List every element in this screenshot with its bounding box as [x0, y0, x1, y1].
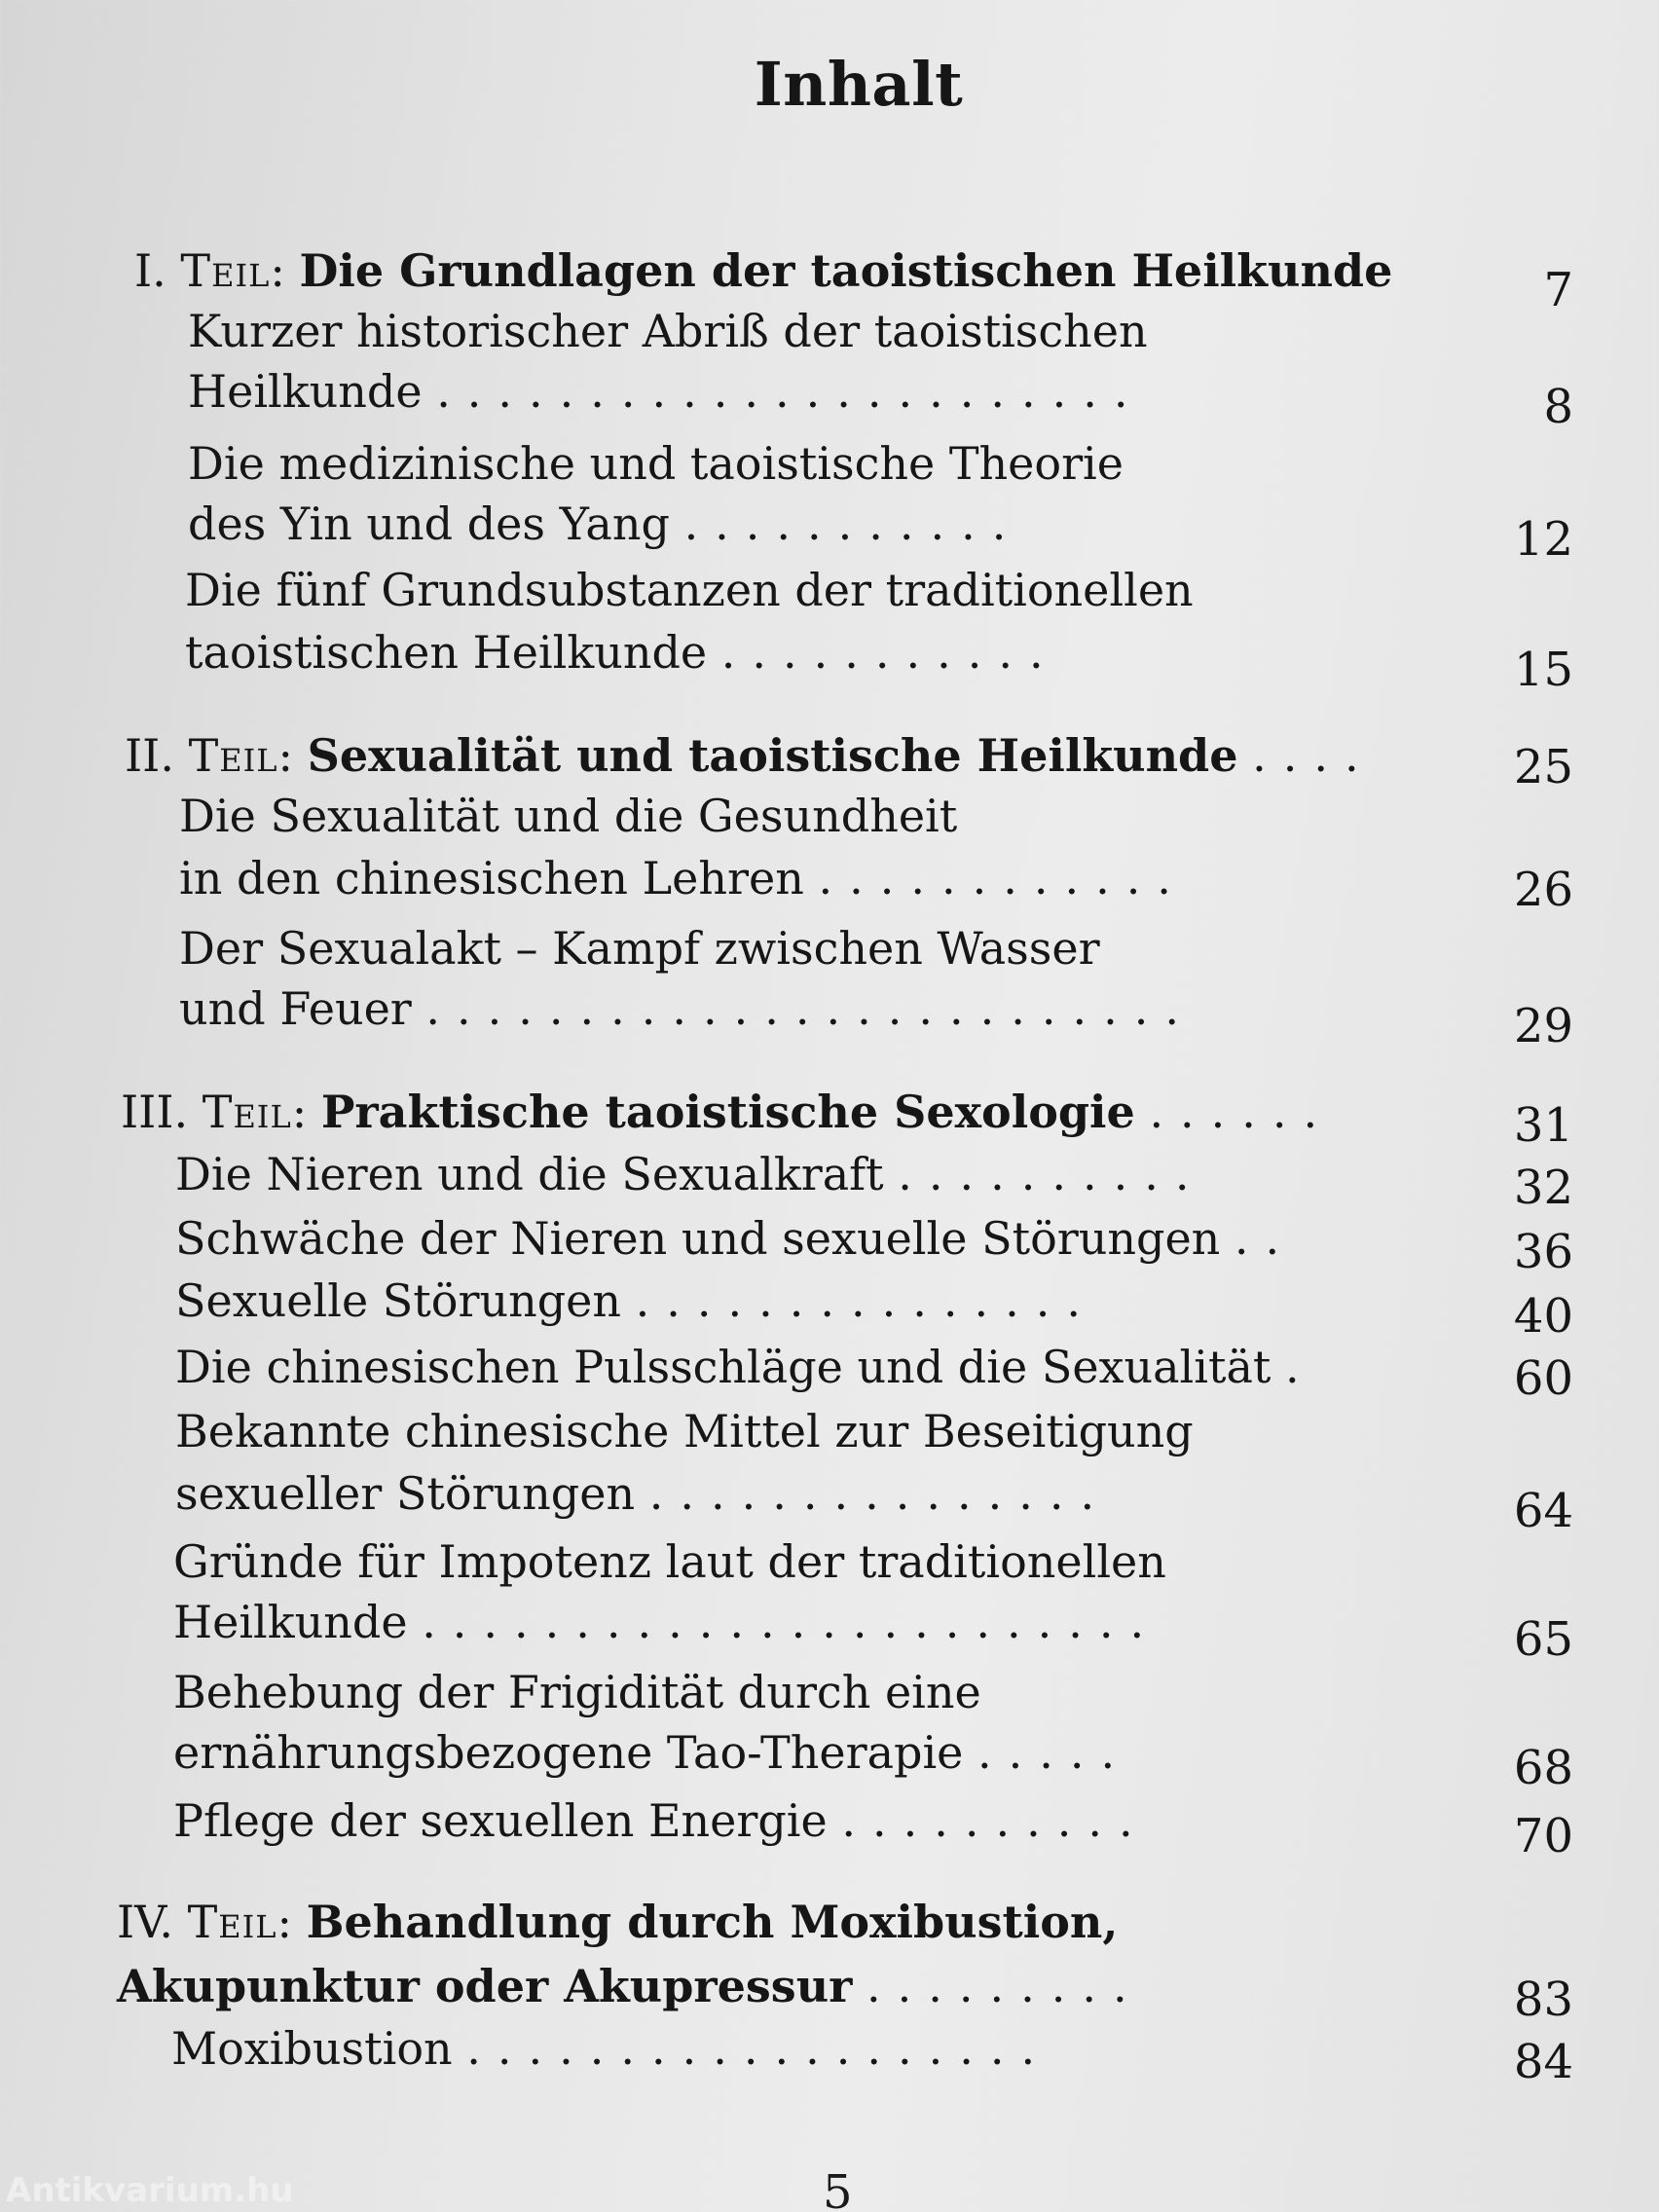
dot-leader: ............... — [648, 1467, 1112, 1520]
toc-entry-line: Schwäche der Nieren und sexuelle Störungen .. — [175, 1212, 1297, 1265]
page-number: 5 — [823, 2165, 853, 2212]
part-colon: : — [270, 244, 300, 297]
watermark: Antikvarium.hu — [6, 2171, 294, 2210]
toc-entry-line: Pflege der sexuellen Energie .......... — [173, 1794, 1150, 1847]
dot-leader: ......................... — [425, 982, 1196, 1035]
toc-page-number: 26 — [1513, 863, 1573, 917]
toc-page-number: 40 — [1513, 1289, 1573, 1344]
dot-leader: .... — [1252, 729, 1376, 782]
toc-entry-line: und Feuer ......................... — [179, 982, 1196, 1035]
dot-leader: ........................ — [422, 1596, 1161, 1648]
part-numeral: IV. — [117, 1896, 188, 1948]
part-teil-label: Teil — [180, 244, 271, 297]
toc-page-number: 60 — [1513, 1351, 1573, 1406]
part-title: Sexualität und taoistische Heilkunde — [307, 729, 1238, 782]
dot-leader: . — [1285, 1341, 1316, 1393]
part-teil-label: Teil — [187, 1896, 277, 1948]
toc-entry-line: taoistischen Heilkunde ........... — [185, 626, 1060, 679]
toc-entry-line: Kurzer historischer Abriß der taoistischen — [188, 305, 1148, 357]
part-page-number: 31 — [1513, 1098, 1573, 1153]
dot-leader: ........... — [683, 498, 1023, 550]
toc-entry-line: Die Nieren und die Sexualkraft .......... — [175, 1148, 1206, 1200]
part-title: Die Grundlagen der taoistischen Heilkunde — [299, 244, 1393, 297]
toc-page-number: 65 — [1513, 1612, 1573, 1667]
dot-leader: ..... — [977, 1726, 1132, 1779]
toc-page-number: 29 — [1513, 999, 1573, 1053]
toc-entry-line: in den chinesischen Lehren ............ — [179, 852, 1188, 904]
toc-page-number: 84 — [1513, 2035, 1573, 2089]
part-title: Behandlung durch Moxibustion, — [306, 1896, 1119, 1948]
dot-leader: ............... — [635, 1274, 1097, 1327]
toc-page-number: 12 — [1513, 512, 1573, 567]
part-colon: : — [291, 1086, 321, 1138]
part-teil-label: Teil — [188, 729, 278, 782]
page-title: Inhalt — [754, 49, 964, 120]
part-numeral: III. — [121, 1086, 203, 1138]
toc-entry-line: Die chinesischen Pulsschläge und die Sexualität . — [175, 1341, 1316, 1393]
toc-entry-line: Heilkunde ........................ — [173, 1596, 1161, 1648]
part-numeral: II. — [125, 729, 189, 782]
toc-entry-line: Die Sexualität und die Gesundheit — [179, 790, 958, 842]
toc-page-number: 8 — [1543, 380, 1573, 434]
toc-page-number: 36 — [1513, 1225, 1573, 1279]
dot-leader: .......... — [841, 1794, 1150, 1847]
part-colon: : — [276, 1896, 307, 1948]
toc-entry-line: Behebung der Frigidität durch eine — [173, 1666, 981, 1718]
dot-leader: ....................... — [436, 365, 1145, 418]
toc-entry-line: Sexuelle Störungen ............... — [175, 1274, 1097, 1327]
dot-leader: .. — [1234, 1212, 1297, 1265]
part-numeral: I. — [134, 244, 181, 297]
toc-page-number: 32 — [1513, 1161, 1573, 1215]
toc-page-number: 64 — [1513, 1484, 1573, 1538]
toc-page-number: 15 — [1513, 643, 1573, 697]
toc-page-number: 70 — [1513, 1809, 1573, 1863]
dot-leader: ...... — [1149, 1086, 1335, 1138]
toc-entry-line: Der Sexualakt – Kampf zwischen Wasser — [179, 922, 1100, 975]
part-heading — [134, 241, 1392, 300]
part-teil-label: Teil — [202, 1086, 292, 1138]
toc-entry-line: Die fünf Grundsubstanzen der traditionellen — [185, 564, 1194, 616]
part-colon: : — [277, 729, 308, 782]
dot-leader: ........... — [720, 626, 1060, 679]
dot-leader: .......... — [898, 1148, 1206, 1200]
dot-leader: ......... — [866, 1960, 1144, 2012]
toc-entry-line: Bekannte chinesische Mittel zur Beseitigung — [175, 1405, 1194, 1457]
part-heading — [121, 1083, 1334, 1141]
toc-page-number: 68 — [1513, 1741, 1573, 1795]
dot-leader: ................... — [466, 2022, 1052, 2075]
toc-entry-line: des Yin und des Yang ........... — [188, 498, 1023, 550]
toc-entry-line: Gründe für Impotenz laut der traditionellen — [173, 1535, 1166, 1588]
part-heading-continued — [117, 1957, 1144, 2015]
toc-entry-line: ernährungsbezogene Tao-Therapie ..... — [173, 1726, 1132, 1779]
toc-entry-line: sexueller Störungen ............... — [175, 1467, 1112, 1520]
part-title-line2: Akupunktur oder Akupressur — [117, 1960, 853, 2012]
toc-entry-line: Moxibustion ................... — [171, 2022, 1052, 2075]
part-page-number: 25 — [1513, 740, 1573, 794]
dot-leader: ............ — [818, 852, 1188, 904]
part-heading — [117, 1893, 1118, 1951]
part-page-number: 7 — [1543, 263, 1573, 317]
part-title: Praktische taoistische Sexologie — [320, 1086, 1135, 1138]
toc-entry-line: Die medizinische und taoistische Theorie — [188, 437, 1124, 490]
part-heading — [125, 726, 1376, 785]
toc-entry-line: Heilkunde ....................... — [188, 365, 1145, 418]
part-page-number: 83 — [1513, 1972, 1573, 2027]
